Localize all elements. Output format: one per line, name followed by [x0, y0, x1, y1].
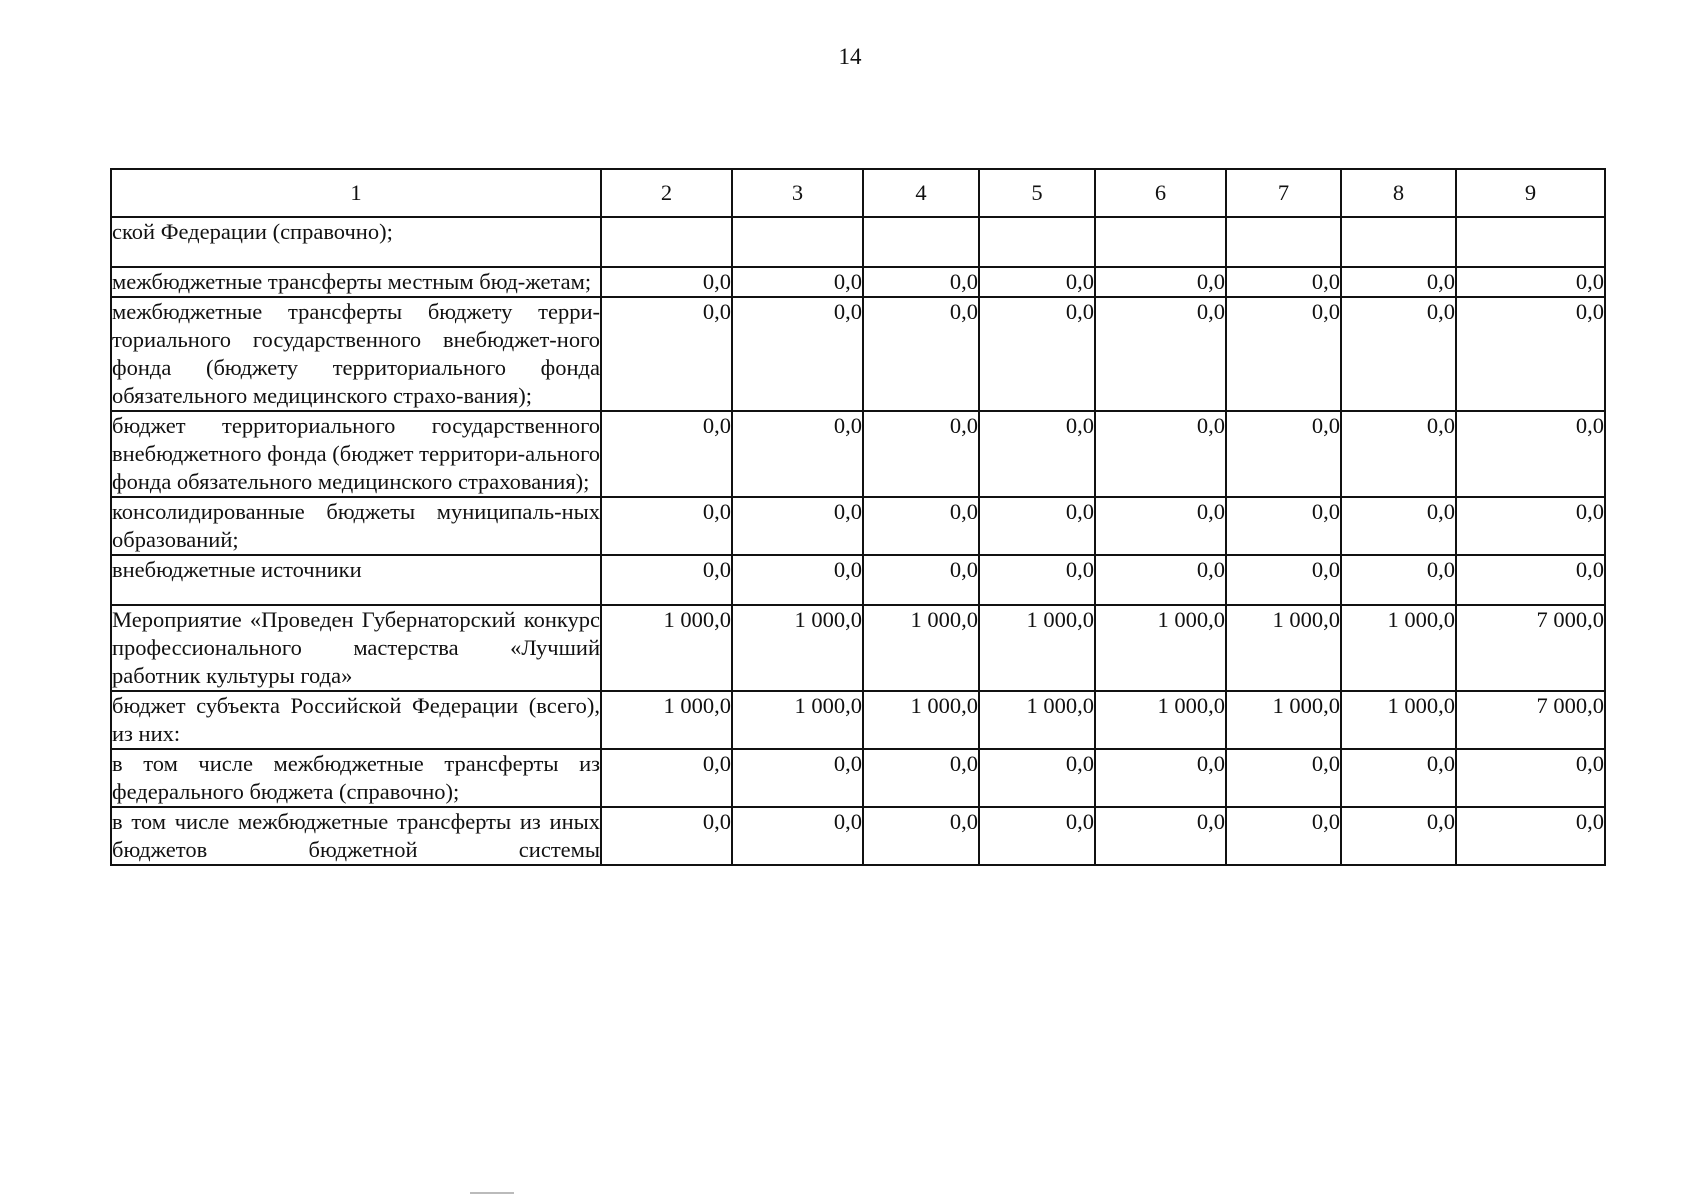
row-label: консолидированные бюджеты муниципаль-ных образований; [111, 497, 601, 555]
row-label: бюджет субъекта Российской Федерации (всего), из них: [111, 691, 601, 749]
row-value: 0,0 [601, 411, 732, 497]
row-value [1341, 217, 1456, 267]
row-value [1226, 217, 1341, 267]
row-value: 1 000,0 [1226, 605, 1341, 691]
row-value [979, 217, 1095, 267]
row-value: 0,0 [1226, 807, 1341, 865]
table-row [111, 217, 1605, 267]
row-value: 0,0 [1226, 411, 1341, 497]
row-value: 0,0 [979, 297, 1095, 411]
row-value: 0,0 [1226, 497, 1341, 555]
row-value: 1 000,0 [1341, 691, 1456, 749]
table-row [111, 411, 1605, 497]
column-header-2: 2 [601, 169, 732, 217]
scan-mark [470, 1192, 514, 1194]
table-row [111, 605, 1605, 691]
column-header-1: 1 [111, 169, 601, 217]
column-header-6: 6 [1095, 169, 1226, 217]
row-value [601, 217, 732, 267]
row-value: 0,0 [1456, 267, 1605, 297]
row-value [1456, 217, 1605, 267]
row-value: 0,0 [1226, 297, 1341, 411]
row-value: 0,0 [1095, 411, 1226, 497]
row-value: 0,0 [1341, 555, 1456, 605]
row-value: 1 000,0 [601, 605, 732, 691]
row-value: 1 000,0 [1226, 691, 1341, 749]
row-value: 1 000,0 [601, 691, 732, 749]
row-value [732, 217, 863, 267]
row-value: 0,0 [1456, 411, 1605, 497]
row-label: бюджет территориального государственного внебюджетного фонда (бюджет территори-ального фонда обязательного медицинского страхования); [111, 411, 601, 497]
table-row [111, 297, 1605, 411]
row-value: 0,0 [1095, 267, 1226, 297]
row-label: в том числе межбюджетные трансферты из федерального бюджета (справочно); [111, 749, 601, 807]
column-header-7: 7 [1226, 169, 1341, 217]
header-row [111, 169, 1605, 217]
column-header-3: 3 [732, 169, 863, 217]
page-number: 14 [838, 44, 862, 69]
row-value: 0,0 [1456, 749, 1605, 807]
row-value: 7 000,0 [1456, 605, 1605, 691]
row-value: 1 000,0 [732, 691, 863, 749]
row-value: 0,0 [732, 411, 863, 497]
row-value: 1 000,0 [732, 605, 863, 691]
column-header-9: 9 [1456, 169, 1605, 217]
row-value [863, 217, 979, 267]
row-value: 0,0 [1456, 297, 1605, 411]
row-value: 1 000,0 [863, 691, 979, 749]
row-value: 0,0 [979, 497, 1095, 555]
row-value: 0,0 [1456, 497, 1605, 555]
row-value: 0,0 [1341, 807, 1456, 865]
row-value: 0,0 [732, 807, 863, 865]
row-value: 1 000,0 [1341, 605, 1456, 691]
row-value: 1 000,0 [863, 605, 979, 691]
row-value: 0,0 [863, 267, 979, 297]
row-value: 0,0 [1456, 807, 1605, 865]
row-value: 0,0 [732, 267, 863, 297]
row-label: в том числе межбюджетные трансферты из иных бюджетов бюджетной системы [111, 807, 601, 865]
row-value: 0,0 [601, 297, 732, 411]
row-value: 0,0 [979, 267, 1095, 297]
row-value: 0,0 [1456, 555, 1605, 605]
row-label: межбюджетные трансферты местным бюд-жетам; [111, 267, 601, 297]
row-value: 7 000,0 [1456, 691, 1605, 749]
row-value: 0,0 [1095, 555, 1226, 605]
table-row [111, 497, 1605, 555]
row-value: 0,0 [863, 411, 979, 497]
row-value: 0,0 [979, 749, 1095, 807]
row-value: 0,0 [1226, 749, 1341, 807]
row-value: 0,0 [601, 807, 732, 865]
row-label: межбюджетные трансферты бюджету терри-ториального государственного внебюджет-ного фонда (бюджету территориального фонда обязательного медицинского страхо-вания); [111, 297, 601, 411]
table-row [111, 267, 1605, 297]
row-value: 0,0 [1341, 297, 1456, 411]
row-value: 0,0 [601, 267, 732, 297]
row-value: 0,0 [1226, 555, 1341, 605]
row-value: 0,0 [979, 411, 1095, 497]
row-value: 0,0 [1095, 749, 1226, 807]
row-value: 1 000,0 [979, 691, 1095, 749]
row-value [1095, 217, 1226, 267]
row-value: 0,0 [1095, 297, 1226, 411]
row-value: 0,0 [863, 807, 979, 865]
row-value: 0,0 [1341, 267, 1456, 297]
row-value: 0,0 [601, 749, 732, 807]
row-value: 0,0 [979, 555, 1095, 605]
row-label: внебюджетные источники [111, 555, 601, 605]
row-value: 0,0 [601, 497, 732, 555]
column-header-8: 8 [1341, 169, 1456, 217]
table-row [111, 555, 1605, 605]
table-row [111, 691, 1605, 749]
table-row [111, 807, 1605, 865]
row-value: 0,0 [863, 297, 979, 411]
row-label: ской Федерации (справочно); [111, 217, 601, 267]
row-value: 0,0 [732, 497, 863, 555]
row-value: 0,0 [979, 807, 1095, 865]
row-value: 1 000,0 [1095, 605, 1226, 691]
row-value: 0,0 [732, 555, 863, 605]
row-value: 1 000,0 [979, 605, 1095, 691]
row-value: 0,0 [1095, 497, 1226, 555]
column-header-5: 5 [979, 169, 1095, 217]
row-value: 0,0 [1341, 749, 1456, 807]
row-value: 0,0 [1341, 497, 1456, 555]
row-value: 0,0 [863, 555, 979, 605]
budget-table [110, 168, 1606, 866]
column-header-4: 4 [863, 169, 979, 217]
row-label: Мероприятие «Проведен Губернаторский конкурс профессионального мастерства «Лучший работник культуры года» [111, 605, 601, 691]
row-value: 0,0 [601, 555, 732, 605]
row-value: 0,0 [732, 749, 863, 807]
row-value: 1 000,0 [1095, 691, 1226, 749]
row-value: 0,0 [1095, 807, 1226, 865]
table-row [111, 749, 1605, 807]
row-value: 0,0 [863, 749, 979, 807]
row-value: 0,0 [863, 497, 979, 555]
row-value: 0,0 [732, 297, 863, 411]
row-value: 0,0 [1226, 267, 1341, 297]
row-value: 0,0 [1341, 411, 1456, 497]
